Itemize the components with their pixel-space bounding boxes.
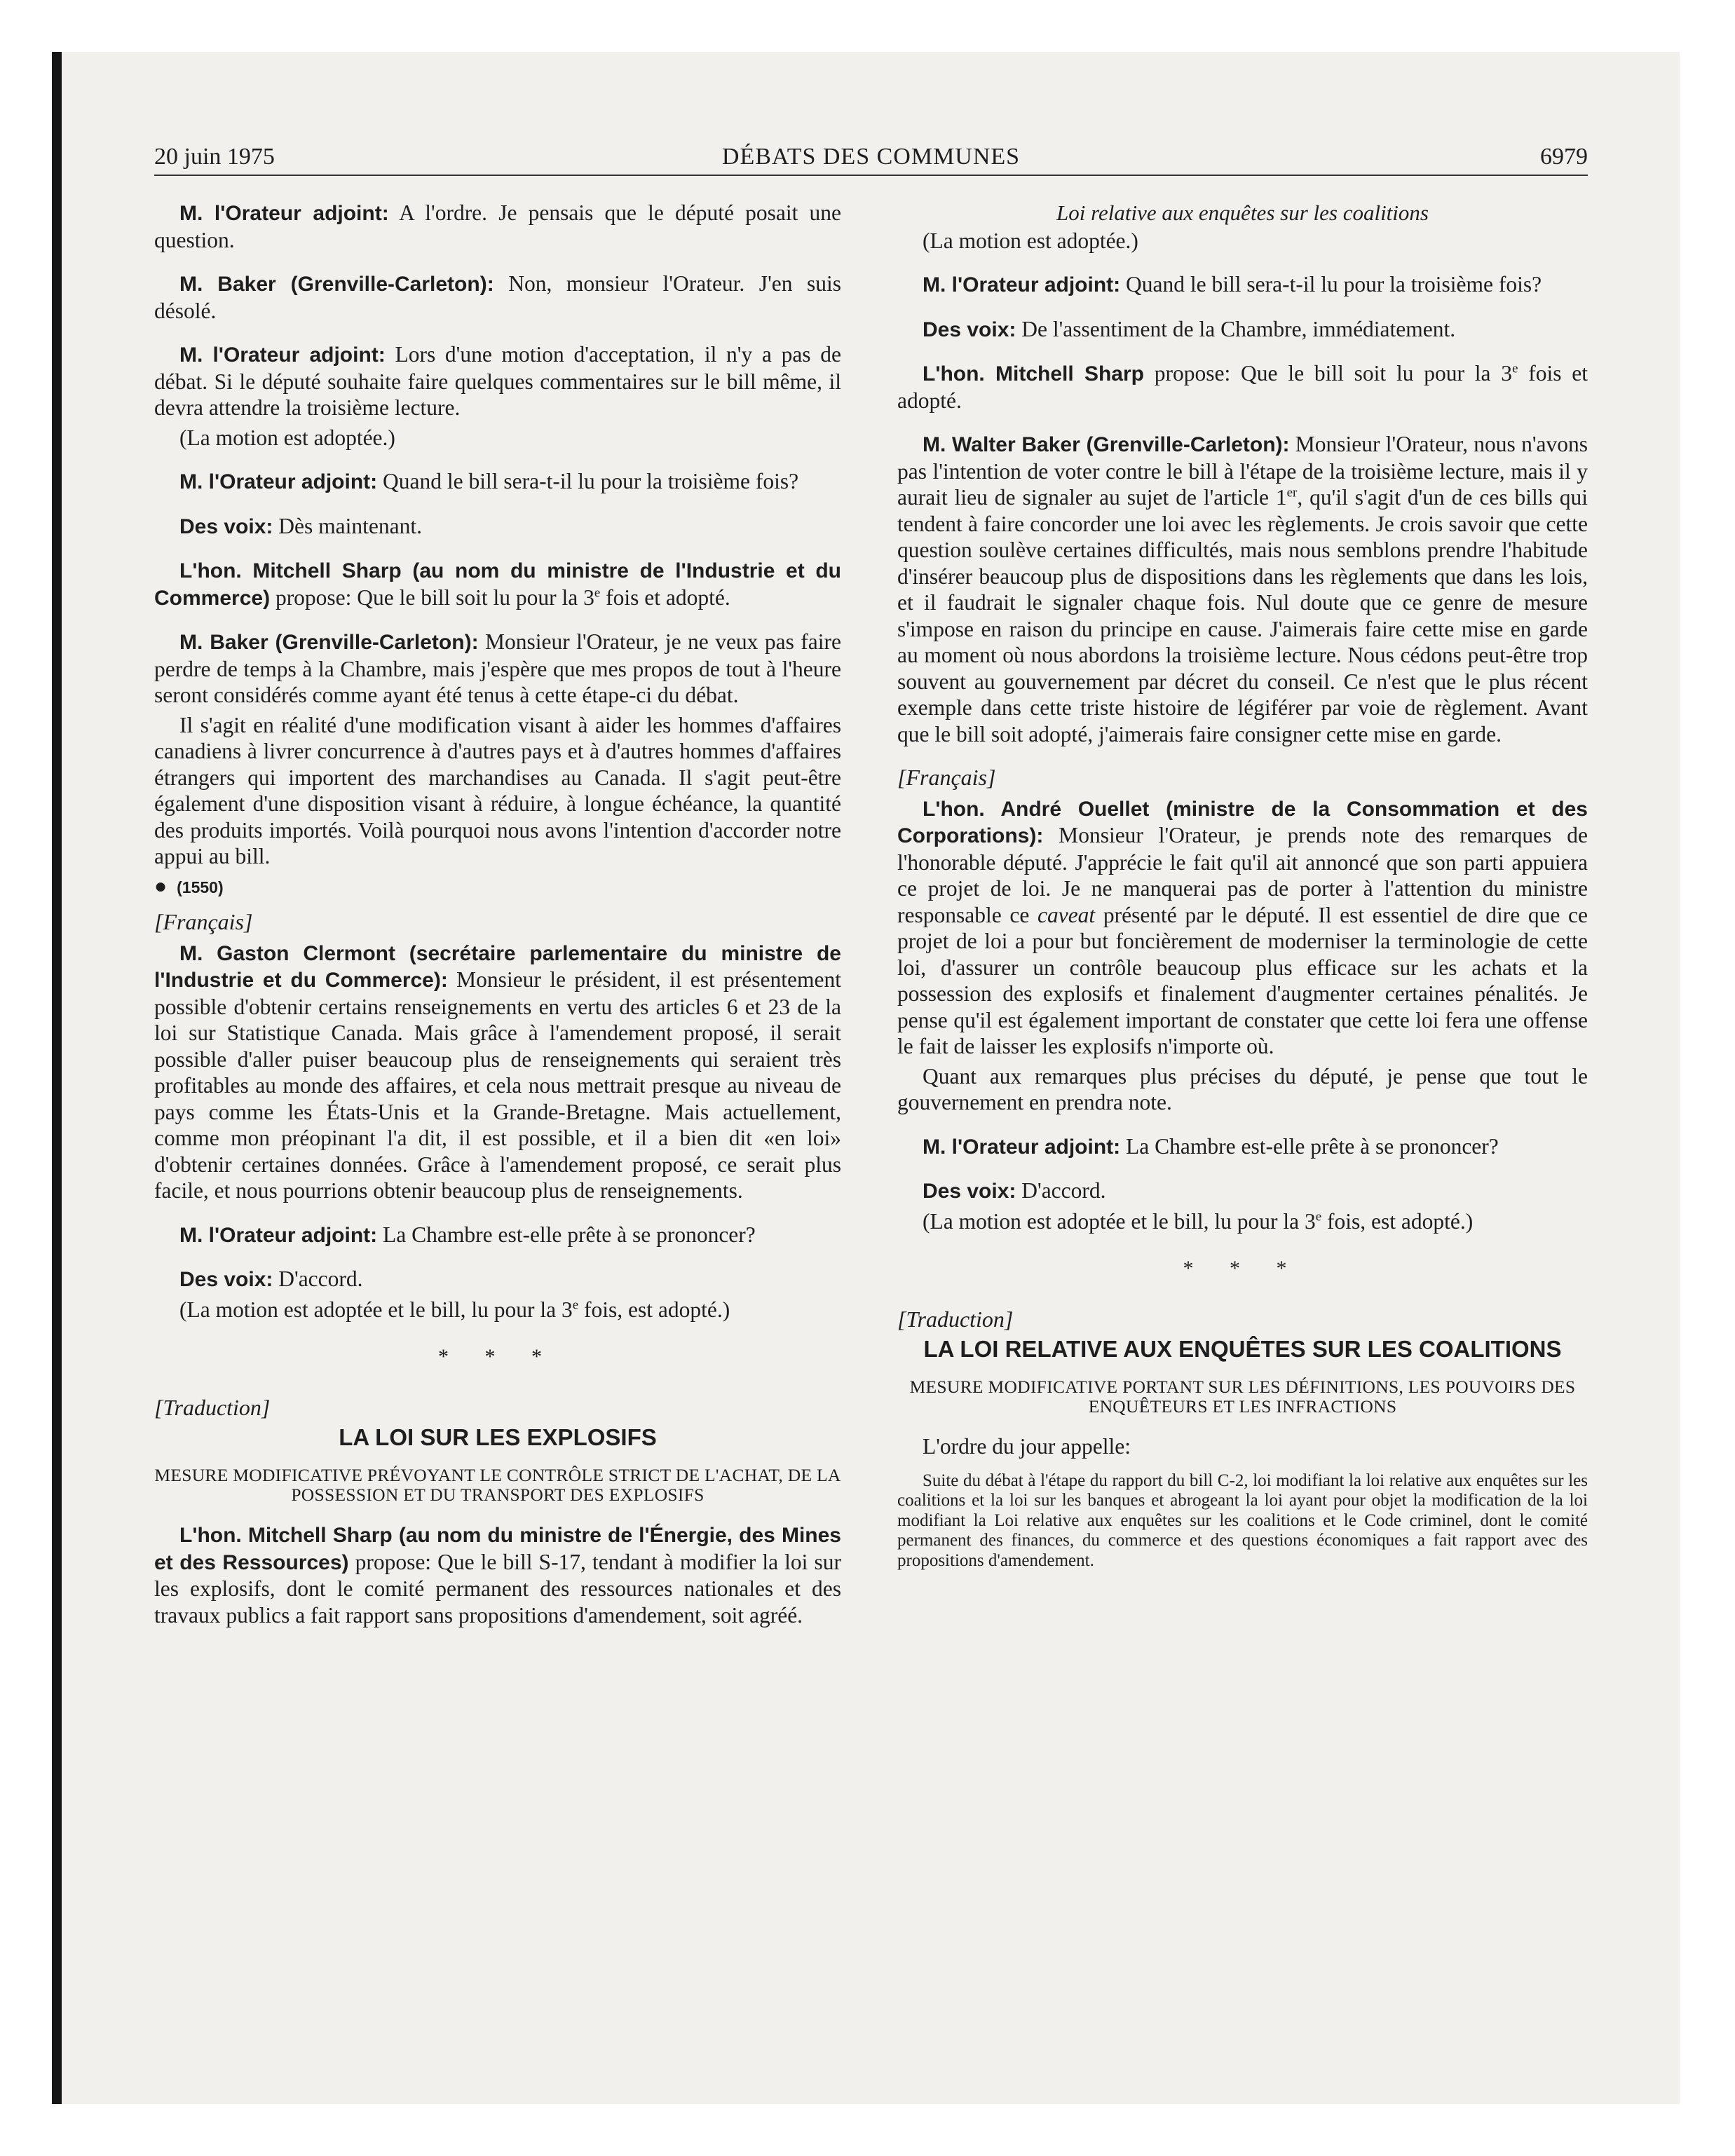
motion-result: (La motion est adoptée.) xyxy=(179,425,395,450)
speech-text: Monsieur l'Orateur, je prends note des remarques de l'honorable député. J'apprécie le fait qu'il ait annoncé que son parti appuiera ce projet de loi. Je ne manquerai pas de porter à l'attention du ministre responsable ce xyxy=(897,823,1588,927)
motion-text: fois, est adopté.) xyxy=(578,1297,730,1322)
speech-text: présenté par le député. Il est essentiel de dire que ce projet de loi a pour but foncièrement de moderniser la terminologie de cette loi, d'assurer un contrôle beaucoup plus efficace sur les achats et la possession des explosifs et finalement d'augmenter certaines pénalités. Je pense qu'il est également important de constater que cette loi fera une offense le fait de laisser les explosifs n'importe où. xyxy=(897,902,1588,1058)
speaker-name: Des voix: xyxy=(923,1180,1016,1203)
speech-paragraph xyxy=(897,271,1588,299)
superscript: e xyxy=(594,585,601,600)
speech-text: propose: Que le bill S-17, tendant à modifier la loi sur les explosifs, dont le comité permanent des ressources nationales et des travaux publics a fait rapport sans propositions d'amendement, soit agréé. xyxy=(154,1549,841,1628)
motion-result: (La motion est adoptée.) xyxy=(923,228,1138,253)
speech-text: D'accord. xyxy=(1016,1178,1106,1203)
section-subheading: MESURE MODIFICATIVE PORTANT SUR LES DÉFINITIONS, LES POUVOIRS DES ENQUÊTEURS ET LES INFRACTIONS xyxy=(909,1377,1576,1417)
language-tag: [Traduction] xyxy=(154,1394,271,1420)
speech-text: Quand le bill sera-t-il lu pour la troisième fois? xyxy=(377,469,799,493)
time-marker-text: (1550) xyxy=(177,878,224,896)
language-tag: [Français] xyxy=(897,765,996,790)
speech-paragraph xyxy=(897,316,1588,343)
speaker-name: Des voix: xyxy=(179,1268,273,1291)
language-tag: [Traduction] xyxy=(897,1306,1014,1332)
superscript: e xyxy=(1315,1209,1322,1224)
speaker-name: M. l'Orateur adjoint: xyxy=(179,470,378,493)
order-of-day-text: Suite du débat à l'étape du rapport du bill C-2, loi modifiant la loi relative aux enquêtes sur les coalitions et la loi sur les banques et abrogeant la loi ayant pour objet la modification de la loi modifiant la Loi relative aux enquêtes sur les coalitions et le Code criminel, dont le comité permanent des finances, du commerce et des questions économiques a fait rapport avec des propositions d'amendement. xyxy=(897,1471,1588,1570)
speaker-name: Des voix: xyxy=(923,318,1016,341)
speech-paragraph xyxy=(897,796,1588,1060)
speech-paragraph xyxy=(897,360,1588,414)
speech-paragraph xyxy=(154,513,841,540)
superscript: er xyxy=(1286,485,1298,500)
superscript: e xyxy=(1512,361,1518,376)
speech-text: Dès maintenant. xyxy=(273,513,422,538)
motion-result xyxy=(154,1297,841,1323)
speech-text: Monsieur l'Orateur, je ne veux pas faire perdre de temps à la Chambre, mais j'espère que mes propos de tout à l'heure seront considérés comme ayant été tenus à cette étape-ci du débat. xyxy=(154,629,841,707)
speech-text: D'accord. xyxy=(273,1267,363,1291)
speaker-name: M. Walter Baker (Grenville-Carleton): xyxy=(923,433,1290,456)
bullet-icon: ● xyxy=(154,874,168,898)
speech-text: De l'assentiment de la Chambre, immédiatement. xyxy=(1016,316,1456,341)
header-title: DÉBATS DES COMMUNES xyxy=(721,144,1021,170)
speech-paragraph xyxy=(154,1522,841,1628)
speech-paragraph xyxy=(154,629,841,709)
speech-paragraph: Quant aux remarques plus précises du député, je pense que tout le gouvernement en prendra note. xyxy=(897,1063,1588,1114)
speech-paragraph xyxy=(154,1266,841,1293)
speech-paragraph xyxy=(897,431,1588,747)
speaker-name: Des voix: xyxy=(179,514,273,538)
speaker-name: M. Gaston Clermont (secrétaire parlementaire du ministre de l'Industrie et du Commerce): xyxy=(154,941,841,992)
motion-text: (La motion est adoptée et le bill, lu pour la 3 xyxy=(923,1208,1316,1234)
speaker-name: L'hon. Mitchell Sharp xyxy=(923,362,1144,386)
speech-paragraph xyxy=(154,200,841,253)
motion-result xyxy=(897,1208,1588,1235)
speech-text: Non, monsieur l'Orateur. J'en suis désolé. xyxy=(154,271,841,323)
page-header xyxy=(154,144,1588,176)
speech-text: La Chambre est-elle prête à se prononcer? xyxy=(377,1222,756,1247)
speaker-name: L'hon. Mitchell Sharp (au nom du ministre de l'Énergie, des Mines et des Ressources) xyxy=(154,1524,841,1574)
order-of-day-call: L'ordre du jour appelle: xyxy=(923,1434,1131,1459)
motion-text: (La motion est adoptée et le bill, lu pour la 3 xyxy=(179,1297,573,1322)
speech-text: Monsieur le président, il est présentement possible d'obtenir certains renseignements en vertu des articles 6 et 23 de la loi sur Statistique Canada. Mais grâce à l'amendement proposé, il serait possible d'aller puiser beaucoup plus de renseignements qui seraient très profitables au monde des affaires, et cela nous mettrait presque au niveau de pays comme les États-Unis et la Grande-Bretagne. Mais actuellement, comme mon préopinant l'a dit, il est possible, et il a bien dit «en loi» d'obtenir certaines données. Grâce à l'amendement proposé, ce serait plus facile, et nous pourrions obtenir beaucoup plus de renseignements. xyxy=(154,967,841,1203)
running-title: Loi relative aux enquêtes sur les coalitions xyxy=(1056,200,1429,225)
time-marker xyxy=(154,873,841,901)
right-column xyxy=(897,200,1588,1571)
speech-text: La Chambre est-elle prête à se prononcer? xyxy=(1120,1133,1499,1159)
speaker-name: M. l'Orateur adjoint: xyxy=(923,1135,1121,1159)
section-heading: LA LOI SUR LES EXPLOSIFS xyxy=(339,1424,657,1450)
speech-text: fois et adopté. xyxy=(600,585,730,610)
speech-paragraph xyxy=(154,940,841,1204)
italic-term: caveat xyxy=(1037,902,1096,927)
speaker-name: M. Baker (Grenville-Carleton): xyxy=(179,631,479,654)
speech-text: propose: Que le bill soit lu pour la 3 xyxy=(1143,361,1513,386)
speech-text: Lors d'une motion d'acceptation, il n'y a pas de débat. Si le député souhaite faire quelques commentaires sur le bill même, il devra attendre la troisième lecture. xyxy=(154,342,841,420)
superscript: e xyxy=(572,1297,579,1312)
speech-text: fois et adopté. xyxy=(897,361,1588,413)
speech-text: Monsieur l'Orateur, nous n'avons pas l'intention de voter contre le bill à l'étape de la troisième lecture, mais il y aurait lieu de signaler au sujet de l'article 1 xyxy=(897,432,1588,510)
speaker-name: M. Baker (Grenville-Carleton): xyxy=(179,273,494,296)
speech-paragraph xyxy=(154,341,841,421)
section-subheading: MESURE MODIFICATIVE PRÉVOYANT LE CONTRÔLE STRICT DE L'ACHAT, DE LA POSSESSION ET DU TRANSPORT DES EXPLOSIFS xyxy=(154,1465,841,1505)
speech-paragraph xyxy=(897,1133,1588,1161)
speech-paragraph xyxy=(897,1178,1588,1205)
header-date: 20 juin 1975 xyxy=(154,144,275,170)
speaker-name: M. l'Orateur adjoint: xyxy=(179,202,389,225)
speaker-name: L'hon. André Ouellet (ministre de la Consommation et des Corporations): xyxy=(897,797,1588,847)
speech-paragraph xyxy=(154,557,841,611)
speech-text: propose: Que le bill soit lu pour la 3 xyxy=(270,585,594,610)
speech-paragraph xyxy=(154,271,841,324)
speech-text: A l'ordre. Je pensais que le député posait une question. xyxy=(154,200,841,252)
speech-text: , qu'il s'agit d'un de ces bills qui tendent à faire concorder une loi avec les règlements. Je crois savoir que cette question soulève certaines difficultés, mais nous semblons prendre l'habitude d'insérer beaucoup plus de dispositions dans les règlements que dans les lois, et il faudrait le signaler chaque fois. Nul doute que ce genre de mesure s'impose en raison du principe en cause. J'aimerais faire cette mise en garde au moment où nous abordons la troisième lecture. Nous cédons peut-être trop souvent au gouvernement par décret du conseil. Ce n'est que le plus récent exemple dans cette triste histoire de légiférer par voie de règlement. Avant que le bill soit adopté, j'aimerais faire consigner cette mise en garde. xyxy=(897,485,1588,746)
speaker-name: L'hon. Mitchell Sharp (au nom du ministre de l'Industrie et du Commerce) xyxy=(154,559,841,610)
speaker-name: M. l'Orateur adjoint: xyxy=(179,343,386,367)
speaker-name: M. l'Orateur adjoint: xyxy=(923,273,1121,296)
header-page-number: 6979 xyxy=(1540,144,1588,170)
section-separator: * * * xyxy=(1183,1257,1302,1280)
speech-paragraph: Il s'agit en réalité d'une modification visant à aider les hommes d'affaires canadiens à livrer concurrence à d'autres pays et à d'autres hommes d'affaires étrangers qui importent des marchandises au Canada. Il s'agit peut-être également d'une disposition visant à réduire, à longue échéance, la quantité des produits importés. Voilà pourquoi nous avons l'intention d'accorder notre appui au bill. xyxy=(154,712,841,868)
motion-text: fois, est adopté.) xyxy=(1321,1208,1474,1234)
speech-text: Quand le bill sera-t-il lu pour la troisième fois? xyxy=(1120,272,1542,296)
left-column xyxy=(154,200,841,1646)
speaker-name: M. l'Orateur adjoint: xyxy=(179,1223,378,1247)
language-tag: [Français] xyxy=(154,909,253,934)
speech-paragraph xyxy=(154,468,841,496)
speech-paragraph xyxy=(154,1222,841,1249)
section-heading: LA LOI RELATIVE AUX ENQUÊTES SUR LES COALITIONS xyxy=(923,1336,1562,1362)
section-separator: * * * xyxy=(438,1345,557,1368)
